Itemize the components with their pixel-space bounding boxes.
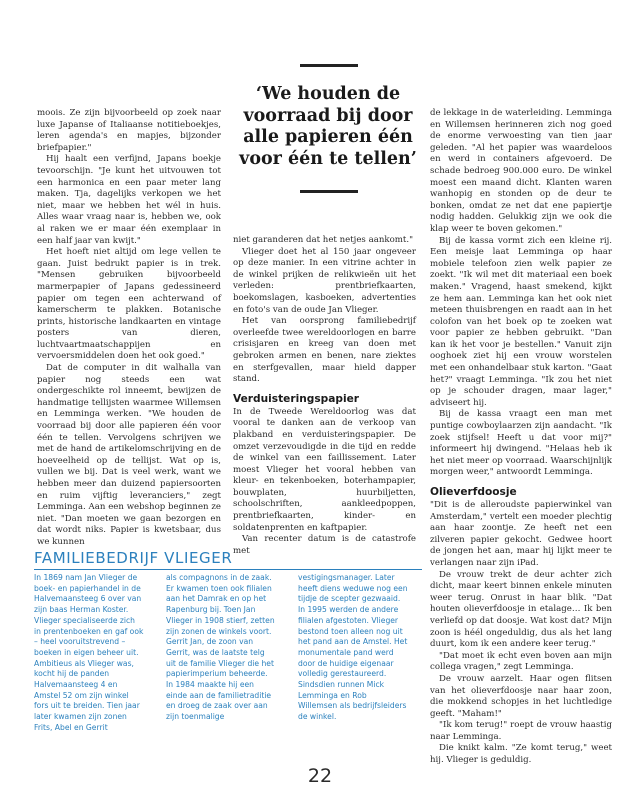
paragraph: moois. Ze zijn bijvoorbeeld op zoek naar luxe Japanse of Italiaanse notitieboekjes, leren agenda's en mapjes, bijzonder briefpapier." (37, 108, 221, 153)
article-column-2 (233, 235, 416, 557)
paragraph: Vlieger doet het al 150 jaar ongeveer op deze manier. In een vitrine achter in de winkel prijken de relikwieën uit het verleden: prentbriefkaarten, boekomslagen, kasboeken, advertenties en foto's van de oude Jan Vlieger. (233, 246, 416, 315)
article-column-1 (37, 108, 221, 549)
paragraph: Bij de kassa vraagt een man met puntige cowboylaarzen zijn aandacht. "Ik zoek stijfsel! Heeft u dat voor mij?" informeert hij dwingend. "Helaas heb ik het niet meer op voorraad. Waarschijnlijk morgen weer," antwoordt Lemminga. (430, 409, 612, 478)
page-number: 22 (307, 765, 333, 787)
box-text: als compagnons in de zaak. Er kwamen toen ook filialen aan het Damrak en op het Rapenburg bij. Toen Jan Vlieger in 1908 stierf, zetten zijn zonen de winkels voort. Gerrit Jan, de zoon van Gerrit, was de laatste telg uit de familie Vlieger die het papierimperium beheerde. In 1984 maakte hij een einde aan de familietraditie en droeg de zaak over aan zijn toenmalige (166, 573, 275, 722)
paragraph: De vrouw aarzelt. Haar ogen flitsen van het olieverfdoosje naar haar zoon, die mokkend schopjes in het luchtledige geeft. "Maham!" (430, 673, 612, 719)
box-column-3 (298, 573, 408, 723)
section-heading: Verduisteringspapier (233, 392, 359, 405)
section-heading: Olieverfdoosje (430, 486, 517, 498)
paragraph: "Dit is de allerоudste papierwinkel van Amsterdam," vertelt een moeder plechtig aan haar zoontje. Ze heeft net een zilveren papier gekocht. Gedwee hoort de jongen het aan, maar hij lijkt meer te verlangen naar zijn iPad. (430, 500, 612, 568)
paragraph: "Dat moet ik echt even boven aan mijn collega vragen," zegt Lemminga. (430, 650, 612, 673)
pull-quote: ‘We houden de voorraad bij door alle papieren één voor één te tellen’ (239, 84, 417, 169)
paragraph: Hij haalt een verfijnd, Japans boekje tevoorschijn. "Je kunt het uitvouwen tot een harmonica en een paar meter lang maken. Tja, dagelijks verkopen we het niet, maar we hebben het wél in huis. Alles waar vraag naar is, hebben we, ook al raken we er maar één exemplaar in een half jaar van kwijt." (37, 154, 221, 246)
paragraph: Het hoeft niet altijd om lege vellen te gaan. Juist bedrukt papier is in trek. "Mensen gebruiken bijvoorbeeld marmerpapier of Japans gedessineerd papier om tegen een achterwand of kamerscherm te plakken. Botanische prints, historische landkaarten en vintage posters van dieren, luchtvaartmaatschappijen en vervoersmiddelen doen het ook goed." (37, 247, 221, 362)
paragraph: Die knikt kalm. "Ze komt terug," weet hij. Vlieger is geduldig. (430, 743, 612, 766)
pull-quote-rule-bottom (300, 190, 358, 193)
paragraph: "Ik kom terug!" roept de vrouw haastig naar Lemminga. (430, 720, 612, 742)
paragraph: Bij de kassa vormt zich een kleine rij. Een meisje laat Lemminga op haar mobiele telefoon zien welk papier ze zoekt. "Ik wil met dit materiaal een boek maken." Vragend, haast smekend, kijkt ze hem aan. Lemminga kan het ook niet meteen thuisbrengen en raadt aan in het colofon van het boek op te zoeken wat voor papier ze hebben gebruikt. "Dan kan ik het voor je bestellen." Vanuit zijn ooghoek ziet hij een vrouw worstelen met een onhandelbaar stuk karton. "Gaat het?" vraagt Lemminga. "Ik zou het niet op je schouder dragen, maar lager," adviseert hij. (430, 235, 612, 408)
box-column-2 (166, 573, 276, 723)
paragraph: de lekkage in de waterleiding. Lemminga en Willemsen herinneren zich nog goed de enorme verwoesting van tien jaar geleden. "Al het papier was waardeloos en werd in containers afgevoerd. De schade bedroeg 900.000 euro. De winkel moest een maand dicht. Klanten waren wanhopig en stonden op de deur te bonken, omdat ze net dat ene papiertje nodig hadden. Gelukkig zijn we ook die klap weer te boven gekomen." (430, 108, 612, 234)
paragraph: Het van oorsprong familiebedrijf overleefde twee wereldoorlogen en barre crisisjaren en kreeg van doen met gebroken armen en benen, nare ziektes en sterfgevallen, maar hield dapper stand. (233, 316, 416, 385)
paragraph: Dat de computer in dit walhalla van papier nog steeds een wat ondergeschikte rol inneemt, bewijzen de handmatige tellijsten waarmee Willemsen en Lemminga werken. "We houden de voorraad bij door alle papieren één voor één te tellen. Vervolgens schrijven we met de hand de artikelomschrijving en de hoeveelheid op de tellijst. Wat op is, vullen we bij. Dat is veel werk, want we hebben meer dan duizend papiersoorten en ruim vijftig leveranciers," zegt Lemminga. Aan een webshop beginnen ze niet. "Dan moeten we gaan bezorgen en dat wordt niks. Papier is kwetsbaar, dus we kunnen (37, 363, 221, 547)
box-text: In 1869 nam Jan Vlieger de boek- en papierhandel in de Halvemaansteeg 6 over van zijn baas Herman Koster. Vlieger specialiseerde zich in prentenboeken en gaf ook – heel vooruitstrevend – boeken in eigen beheer uit. Ambitieus als Vlieger was, kocht hij de panden Halvemaansteeg 4 en Amstel 52 om zijn winkel fors uit te breiden. Tien jaar later kwamen zijn zonen Frits, Abel en Gerrit (34, 573, 144, 732)
paragraph: In de Tweede Wereldoorlog was dat vooral te danken aan de verkoop van plakband en verduisteringspapier. De omzet verzevoudigde in die tijd en redde de winkel van een faillissement. Later moest Vlieger het vooral hebben van kleur- en tekenboeken, boterhampapier, bouwplaten, huurbiljetten, schoolschriften, aankleedpoppen, prentbriefkaarten, kinder- en soldatenprenten en kaftpapier. (233, 406, 416, 533)
paragraph: Van recenter datum is de catastrofe met (233, 534, 416, 556)
box-column-1 (34, 573, 144, 734)
box-divider (34, 569, 422, 570)
article-column-3 (430, 108, 612, 767)
box-title: FAMILIEBEDRIJF VLIEGER (34, 549, 233, 567)
box-text: vestigingsmanager. Later heeft diens weduwe nog een tijdje de scepter gezwaaid. In 1995 werden de andere filialen afgestoten. Vlieger bestond toen alleen nog uit het pand aan de Amstel. Het monumentale pand werd door de huidige eigenaar volledig gerestaureerd. Sindsdien runnen Mick Lemminga en Rob Willemsen als bedrijfsleiders de winkel. (298, 573, 408, 722)
paragraph: niet garanderen dat het netjes aankomt." (233, 235, 414, 245)
paragraph: De vrouw trekt de deur achter zich dicht, maar keert binnen enkele minuten weer terug. Onrust in haar blik. "Dat houten olieverfdoosje in etalage… Ik ben verliefd op dat doosje. Wat kost dat? Mijn zoon is héél ongeduldig, dus als het lang duurt, kom ik een andere keer terug." (430, 569, 612, 650)
pull-quote-rule-top (300, 64, 358, 67)
